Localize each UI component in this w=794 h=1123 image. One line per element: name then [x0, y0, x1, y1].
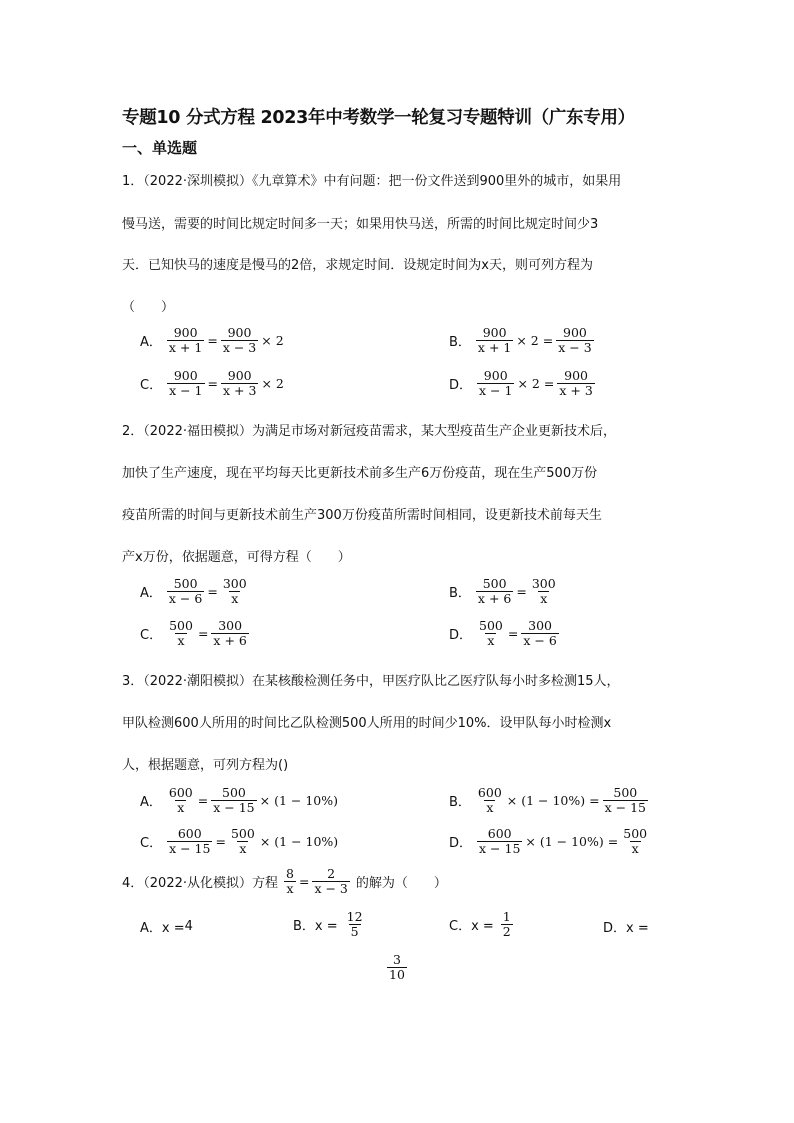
q4-suffix: 的解为（ ） — [355, 876, 447, 892]
q3-option-c — [140, 827, 340, 857]
q1-option-d — [449, 369, 596, 399]
q3-line-2: 甲队检测600人所用的时间比乙队检测500人所用的时间少10%．设甲队每小时检测x — [122, 716, 612, 731]
q1-option-c-left-fraction — [167, 369, 204, 399]
q2-line-4: 产x万份，依据题意，可得方程（ ） — [122, 550, 351, 565]
q4-option-a-label: A．x = — [140, 921, 185, 936]
q2-option-b-op: = — [516, 584, 527, 600]
q2-option-a — [140, 577, 250, 607]
q2-option-a-label: A． — [140, 586, 162, 602]
q3-option-a-label: A． — [140, 795, 162, 811]
q1-option-b-right-num: 900 — [563, 325, 587, 340]
q3-option-d-right-den: x — [631, 841, 639, 857]
q2-option-c-label: C． — [140, 628, 163, 644]
q4-eq-left-num: 8 — [286, 866, 294, 881]
q4-eq-right-num: 2 — [327, 866, 336, 881]
q1-option-a-right-den: x − 3 — [222, 340, 257, 356]
q1-line-1: 1．（2022·深圳模拟）《九章算术》中有问题：把一份文件送到900里外的城市，如果用 — [122, 174, 622, 189]
q3-line-1: 3．（2022·潮阳模拟）在某核酸检测任务中，甲医疗队比乙医疗队每小时多检测15人， — [122, 674, 620, 689]
q2-option-d-left-den: x — [487, 633, 495, 649]
q4-option-d-num: 3 — [392, 952, 401, 967]
q3-option-a-right-den: x − 15 — [213, 800, 255, 816]
q4-option-c-den: 2 — [502, 924, 511, 940]
q2-option-a-op: = — [207, 584, 218, 600]
q4-stem — [122, 867, 447, 897]
q2-option-b-right-fraction — [530, 577, 558, 607]
q4-option-d-label: D．x = — [603, 921, 649, 936]
q4-option-b-den: 5 — [350, 924, 359, 940]
q1-line-4: （ ） — [122, 300, 175, 315]
q3-option-c-label: C． — [140, 836, 163, 852]
q4-option-d-value — [386, 953, 408, 983]
q3-option-a — [140, 786, 340, 816]
q3-option-d-left-num: 600 — [487, 826, 512, 841]
q3-option-c-right-num: 500 — [230, 826, 255, 841]
q1-option-a-op: = — [207, 333, 218, 349]
q2-option-d — [449, 619, 560, 649]
q3-option-b-label: B． — [449, 795, 471, 811]
q1-option-c-op: = — [207, 376, 218, 392]
q1-option-b-op: = — [542, 333, 554, 349]
q1-option-b-right-fraction — [556, 326, 593, 356]
q1-option-c-label: C． — [140, 378, 163, 394]
q2-option-b-left-fraction — [476, 577, 513, 607]
q1-line-2: 慢马送，需要的时间比规定时间多一天；如果用快马送，所需的时间比规定时间少3 — [122, 217, 599, 232]
q3-option-a-left-den: x — [177, 800, 185, 816]
q1-option-d-left-fraction — [477, 369, 514, 399]
q2-option-b-left-num: 500 — [482, 576, 507, 591]
q2-option-d-label: D． — [449, 628, 473, 644]
q2-option-c-right-num: 300 — [218, 618, 243, 633]
q3-option-a-right-fraction — [211, 786, 256, 816]
q2-option-d-left-fraction — [477, 619, 505, 649]
q3-option-c-left-fraction — [167, 827, 212, 857]
q2-option-a-left-fraction — [167, 577, 204, 607]
q1-option-a-tail: × 2 — [261, 333, 284, 349]
q1-option-d-label: D． — [449, 378, 473, 394]
q1-option-d-mid: × 2 — [517, 376, 540, 392]
q1-option-c-left-num: 900 — [173, 368, 198, 383]
q1-option-b-left-den: x + 1 — [477, 340, 512, 356]
q2-option-d-right-fraction — [521, 619, 558, 649]
q4-option-d-fraction — [387, 953, 407, 983]
q1-option-a-right-fraction — [221, 326, 258, 356]
q2-option-c-left-den: x — [177, 633, 185, 649]
q4-eq-right-fraction — [312, 867, 349, 897]
q3-option-d-right-num: 500 — [623, 826, 648, 841]
q4-prefix: 4．（2022·从化模拟）方程 — [122, 876, 278, 892]
q4-option-a — [140, 917, 193, 936]
q1-option-c-right-num: 900 — [227, 368, 252, 383]
q3-option-a-right-num: 500 — [222, 785, 246, 800]
q2-option-c-left-num: 500 — [169, 618, 193, 633]
q1-option-a-left-num: 900 — [173, 325, 198, 340]
q1-line-3: 天．已知快马的速度是慢马的2倍，求规定时间．设规定时间为x天，则可列方程为 — [122, 258, 593, 273]
q3-option-d-op: = — [607, 834, 619, 850]
q1-option-b — [449, 326, 595, 356]
q1-option-a — [140, 326, 286, 356]
q2-option-b-label: B． — [449, 586, 471, 602]
q3-option-a-left-fraction — [167, 786, 195, 816]
q3-option-d — [449, 827, 650, 857]
q2-line-3: 疫苗所需的时间与更新技术前生产300万份疫苗所需时间相同，设更新技术前每天生 — [122, 508, 602, 523]
q1-option-b-label: B． — [449, 335, 471, 351]
q2-option-b-left-den: x + 6 — [477, 591, 512, 607]
section-heading: 一、单选题 — [122, 139, 198, 157]
q2-line-2: 加快了生产速度，现在平均每天比更新技术前多生产6万份疫苗，现在生产500万份 — [122, 466, 598, 481]
q1-option-a-label: A． — [140, 335, 162, 351]
q1-option-c-left-den: x − 1 — [169, 383, 203, 399]
q1-option-c-right-den: x + 3 — [223, 383, 257, 399]
q2-option-a-left-num: 500 — [173, 576, 198, 591]
q3-option-c-tail: × (1 − 10%) — [259, 834, 339, 850]
q3-option-c-op: = — [215, 834, 226, 850]
q4-eq-left-fraction — [284, 867, 296, 897]
q2-line-1: 2．（2022·福田模拟）为满足市场对新冠疫苗需求，某大型疫苗生产企业更新技术后， — [122, 424, 616, 439]
q2-option-a-right-num: 300 — [222, 576, 247, 591]
q2-option-d-right-num: 300 — [528, 618, 552, 633]
q4-option-d — [603, 917, 649, 936]
q3-option-b-right-fraction — [603, 786, 648, 816]
q2-option-c-left-fraction — [167, 619, 195, 649]
q4-option-c-fraction — [501, 910, 513, 940]
q4-option-c-num: 1 — [502, 909, 511, 924]
q2-option-b-right-den: x — [540, 591, 548, 607]
q3-option-c-right-fraction — [229, 827, 257, 857]
q3-option-d-label: D． — [449, 836, 473, 852]
q2-option-a-right-den: x — [231, 591, 239, 607]
q1-option-c-tail: × 2 — [261, 376, 284, 392]
q4-option-b — [293, 910, 366, 940]
q4-eq-right-den: x − 3 — [314, 881, 348, 897]
page-title: 专题10 分式方程 2023年中考数学一轮复习专题特训（广东专用） — [122, 108, 635, 128]
q4-option-b-fraction — [345, 910, 365, 940]
q3-option-b-left-den: x — [486, 800, 494, 816]
q2-option-b-right-num: 300 — [531, 576, 556, 591]
q3-option-b-left-num: 600 — [477, 785, 502, 800]
q3-option-b-mid: × (1 − 10%) — [506, 793, 586, 809]
q2-option-c-right-den: x + 6 — [213, 633, 247, 649]
q2-option-a-right-fraction — [221, 577, 249, 607]
q2-option-c — [140, 619, 250, 649]
q1-option-d-right-num: 900 — [564, 368, 588, 383]
q4-option-d-den: 10 — [389, 967, 405, 983]
q1-option-a-left-fraction — [167, 326, 204, 356]
q1-option-c — [140, 369, 286, 399]
q1-option-d-right-den: x + 3 — [559, 383, 593, 399]
q2-option-c-op: = — [197, 626, 209, 642]
q3-option-b-op: = — [589, 793, 600, 809]
q3-line-3: 人，根据题意，可列方程为() — [122, 758, 289, 773]
q4-eq-op: = — [298, 874, 310, 890]
q4-eq-left-den: x — [286, 881, 294, 897]
q3-option-c-left-num: 600 — [177, 826, 202, 841]
q2-option-c-right-fraction — [211, 619, 248, 649]
q3-option-d-left-fraction — [477, 827, 522, 857]
q3-option-d-right-fraction — [621, 827, 649, 857]
q1-option-d-left-den: x − 1 — [479, 383, 513, 399]
q2-option-d-right-den: x − 6 — [523, 633, 557, 649]
q4-option-b-label: B．x = — [293, 919, 338, 935]
q1-option-a-left-den: x + 1 — [168, 340, 203, 356]
q4-option-a-value: 4 — [184, 919, 193, 934]
q1-option-b-left-num: 900 — [482, 325, 507, 340]
q1-option-c-right-fraction — [221, 369, 258, 399]
q3-option-b-left-fraction — [476, 786, 504, 816]
q4-option-c — [449, 910, 514, 940]
q3-option-c-left-den: x − 15 — [169, 841, 211, 857]
q2-option-d-left-num: 500 — [479, 618, 503, 633]
q4-option-b-num: 12 — [346, 909, 363, 924]
q3-option-d-left-den: x − 15 — [479, 841, 521, 857]
q1-option-b-left-fraction — [476, 326, 513, 356]
q1-option-d-right-fraction — [557, 369, 594, 399]
q1-option-a-right-num: 900 — [227, 325, 252, 340]
q3-option-b-right-num: 500 — [613, 785, 638, 800]
q1-option-d-op: = — [543, 376, 555, 392]
q2-option-b — [449, 577, 559, 607]
q1-option-b-right-den: x − 3 — [558, 340, 592, 356]
q3-option-c-right-den: x — [239, 841, 247, 857]
q3-option-a-op: = — [197, 793, 209, 809]
q3-option-b-right-den: x − 15 — [604, 800, 647, 816]
q4-option-c-label: C．x = — [449, 919, 494, 935]
q2-option-a-left-den: x − 6 — [168, 591, 203, 607]
q3-option-d-mid: × (1 − 10%) — [525, 834, 604, 850]
q3-option-a-tail: × (1 − 10%) — [259, 793, 338, 809]
q3-option-b — [449, 786, 649, 816]
q3-option-a-left-num: 600 — [168, 785, 193, 800]
q2-option-d-op: = — [507, 626, 519, 642]
q1-option-b-mid: × 2 — [516, 333, 539, 349]
q1-option-d-left-num: 900 — [483, 368, 508, 383]
